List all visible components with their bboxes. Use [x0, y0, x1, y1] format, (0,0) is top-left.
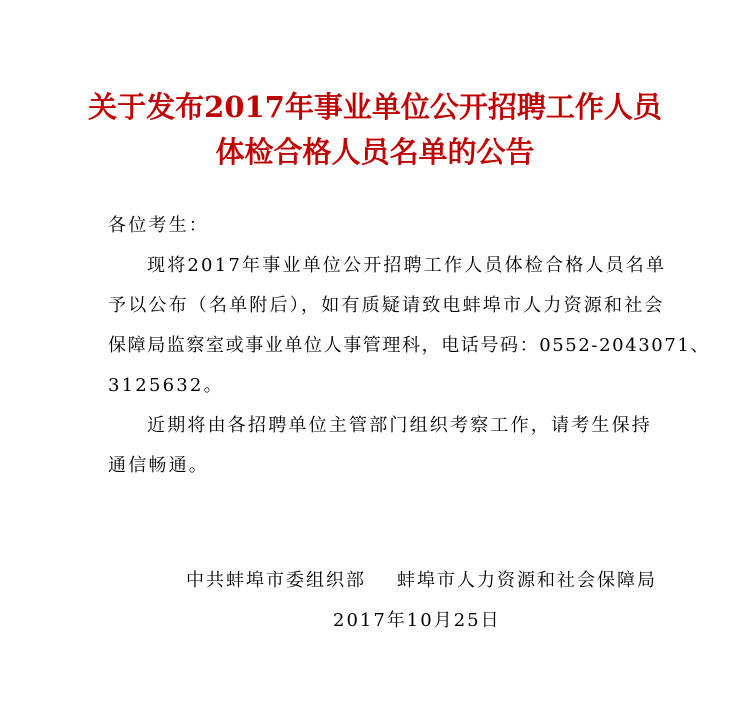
signature-org-2: 蚌埠市人力资源和社会保障局	[397, 570, 657, 591]
paragraph-1-line-1: 现将2017年事业单位公开招聘工作人员体检合格人员名单	[147, 255, 667, 276]
paragraph-1-line-4: 3125632。	[108, 375, 224, 396]
paragraph-2-line-1: 近期将由各招聘单位主管部门组织考察工作，请考生保持	[147, 415, 652, 436]
paragraph-1-line-3: 保障局监察室或事业单位人事管理科，电话号码：0552-2043071、	[108, 335, 711, 356]
signature-org-1: 中共蚌埠市委组织部	[186, 570, 366, 591]
title-line-1: 关于发布2017年事业单位公开招聘工作人员	[88, 90, 662, 124]
signature-date: 2017年10月25日	[333, 610, 501, 631]
salutation: 各位考生：	[108, 215, 209, 236]
paragraph-1-line-2: 予以公布（名单附后），如有质疑请致电蚌埠市人力资源和社会	[108, 295, 665, 316]
paragraph-2-line-2: 通信畅通。	[108, 455, 209, 476]
title-line-2: 体检合格人员名单的公告	[215, 135, 535, 169]
